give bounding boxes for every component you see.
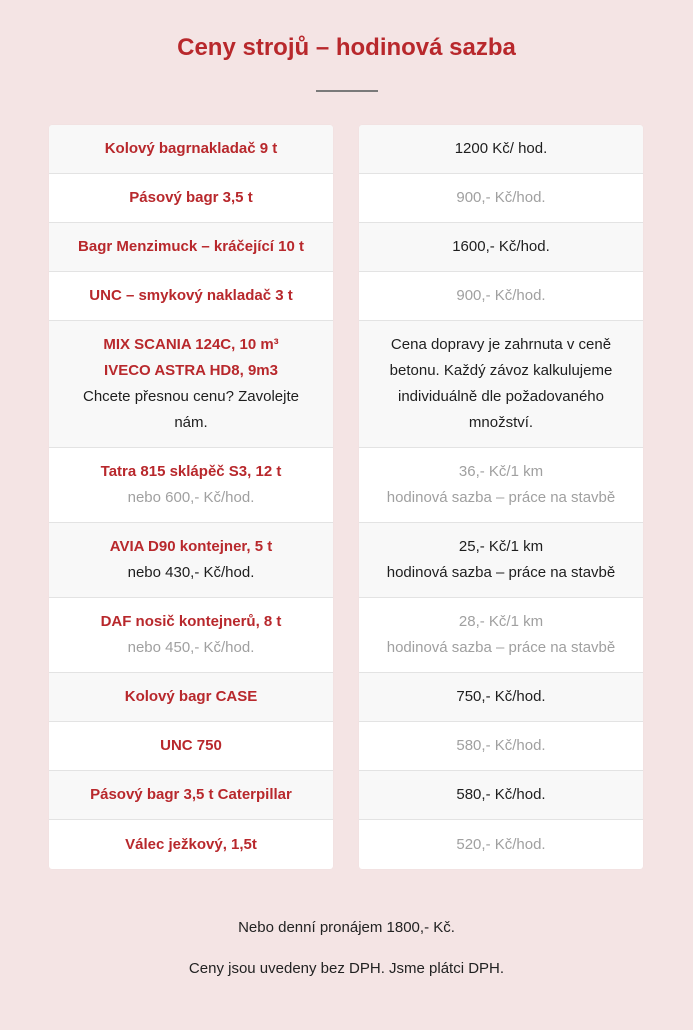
machine-note: nebo 450,- Kč/hod. <box>127 639 255 656</box>
prices-column <box>359 125 643 869</box>
machine-cell <box>49 125 333 174</box>
price-value: Cena dopravy je zahrnuta v ceně <box>390 336 612 353</box>
machine-name: Pásový bagr 3,5 t <box>129 189 253 206</box>
price-value: 900,- Kč/hod. <box>456 189 546 206</box>
machine-cell <box>49 820 333 869</box>
machine-note: nebo 600,- Kč/hod. <box>127 489 255 506</box>
machine-name: DAF nosič kontejnerů, 8 t <box>100 613 282 630</box>
price-value: 580,- Kč/hod. <box>456 786 546 803</box>
price-value: 1200 Kč/ hod. <box>454 140 548 157</box>
machine-cell <box>49 174 333 223</box>
price-cell <box>359 771 643 820</box>
machine-cell <box>49 771 333 820</box>
price-value: betonu. Každý závoz kalkulujeme <box>389 362 613 379</box>
price-value: hodinová sazba – práce na stavbě <box>386 564 616 581</box>
price-cell <box>359 523 643 598</box>
price-value: hodinová sazba – práce na stavbě <box>386 489 616 506</box>
machine-name: Kolový bagr CASE <box>124 688 258 705</box>
machine-name: Válec ježkový, 1,5t <box>125 835 257 853</box>
price-cell <box>359 223 643 272</box>
machine-name: Kolový bagrnakladač 9 t <box>104 140 278 157</box>
machine-cell <box>49 523 333 598</box>
price-cell <box>359 820 643 869</box>
price-value: 750,- Kč/hod. <box>456 688 546 705</box>
machine-name: AVIA D90 kontejner, 5 t <box>109 538 273 555</box>
machine-note: nebo 430,- Kč/hod. <box>127 564 255 581</box>
price-cell <box>359 598 643 673</box>
machine-names-column <box>49 125 333 869</box>
machine-name: MIX SCANIA 124C, 10 m³ <box>103 336 279 353</box>
price-value: 900,- Kč/hod. <box>456 287 546 304</box>
price-value: hodinová sazba – práce na stavbě <box>386 639 616 656</box>
machine-name: Tatra 815 sklápěč S3, 12 t <box>100 463 282 480</box>
price-cell <box>359 448 643 523</box>
machine-cell <box>49 673 333 722</box>
daily-rent-note: Nebo denní pronájem 1800,- Kč. <box>238 919 455 936</box>
machine-cell <box>49 722 333 771</box>
page-title: Ceny strojů – hodinová sazba <box>177 34 516 61</box>
price-cell <box>359 722 643 771</box>
machine-cell <box>49 598 333 673</box>
price-cell <box>359 321 643 448</box>
machine-name: UNC 750 <box>160 737 222 754</box>
machine-note: nám. <box>174 414 208 431</box>
price-cell <box>359 673 643 722</box>
price-value: 25,- Kč/1 km <box>458 538 544 555</box>
machine-name: IVECO ASTRA HD8, 9m3 <box>104 362 278 379</box>
price-value: 580,- Kč/hod. <box>456 737 546 754</box>
price-value: individuálně dle požadovaného <box>397 388 604 405</box>
machine-cell <box>49 321 333 448</box>
machine-name: Pásový bagr 3,5 t Caterpillar <box>90 786 292 803</box>
price-value: 28,- Kč/1 km <box>458 613 544 630</box>
price-cell <box>359 272 643 321</box>
vat-note: Ceny jsou uvedeny bez DPH. Jsme plátci DPH. <box>188 960 505 977</box>
machine-cell <box>49 448 333 523</box>
title-divider <box>316 90 378 92</box>
price-value: množství. <box>468 414 534 431</box>
machine-name: UNC – smykový nakladač 3 t <box>89 287 293 304</box>
price-value: 520,- Kč/hod. <box>456 835 546 853</box>
price-value: 1600,- Kč/hod. <box>452 238 550 255</box>
machine-name: Bagr Menzimuck – kráčející 10 t <box>78 238 304 255</box>
machine-cell <box>49 272 333 321</box>
machine-note: Chcete přesnou cenu? Zavolejte <box>83 388 299 405</box>
price-cell <box>359 174 643 223</box>
machine-cell <box>49 223 333 272</box>
price-cell <box>359 125 643 174</box>
price-value: 36,- Kč/1 km <box>458 463 544 480</box>
